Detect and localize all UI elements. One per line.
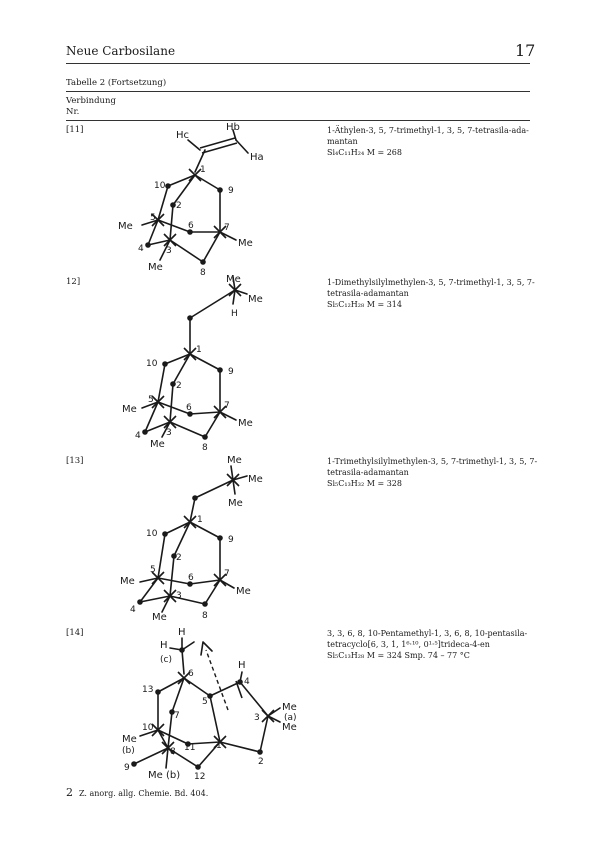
label-ha: Ha [250,152,264,163]
label-me3: Me [150,439,165,450]
label-me-top: Me [226,274,241,285]
label-me5: Me [122,404,137,415]
entry-number-13: [13] [66,456,84,466]
table-caption: Tabelle 2 (Fortsetzung) [66,78,167,88]
label-h-vinyl: H [238,660,246,671]
compound-name-line: 1-Trimethylsilylmethylen-3, 5, 7-trimethyl-1, 3, 5, 7- [327,457,538,466]
label-c2: 2 [176,381,182,391]
structure-11 [100,120,300,280]
compound-name-line: tetracyclo[6, 3, 1, 1⁶·¹⁰, 0¹·⁵]trideca-4-en [327,640,490,649]
compound-name-line: tetrasila-adamantan [327,468,409,477]
label-me7: Me [236,586,251,597]
label-c1: 1 [216,741,222,751]
column-head-line-1: Verbindung [66,96,116,106]
label-c9: 9 [124,763,130,773]
label-c4: 4 [130,605,136,615]
label-c9: 9 [228,535,234,545]
label-c7: 7 [224,223,230,233]
label-c3: 3 [254,713,260,723]
entry-description-13 [327,456,537,489]
label-c5: 5 [150,565,156,575]
label-c7: 7 [224,401,230,411]
structure-13 [100,452,300,624]
column-head [66,96,116,118]
label-h-ch2: H [178,627,186,638]
column-head-line-2: Nr. [66,107,80,117]
label-h: H [231,309,238,319]
label-me3b: Me [282,722,297,733]
label-me3a-tag: (a) [284,713,297,723]
label-me3: Me [152,612,167,623]
label-c5: 5 [202,697,208,707]
label-c3: 3 [166,246,172,256]
label-c2: 2 [258,757,264,767]
label-me8: Me (b) [148,770,181,781]
label-me-top: Me [227,455,242,466]
page-number: 17 [515,41,536,60]
entry-number-12: 12] [66,277,81,287]
entry-description-14 [327,628,537,661]
structure-14 [100,622,310,782]
label-me-right: Me [248,294,263,305]
label-c1: 1 [196,345,202,355]
compound-formula: Si₅C₁₂H₂₈ M = 314 [327,300,402,309]
label-c8: 8 [200,268,206,278]
label-me10-tag: (b) [122,746,135,756]
label-c10: 10 [142,723,154,733]
entry-description-11 [327,125,537,158]
label-me7: Me [238,238,253,249]
label-c6: 6 [188,669,194,679]
structure-12 [100,272,300,452]
label-me7: Me [238,418,253,429]
footnote [66,786,208,799]
label-c5: 5 [150,213,156,223]
compound-formula: Si₅C₁₃H₂₈ M = 324 Smp. 74 – 77 °C [327,651,470,660]
compound-name-line: mantan [327,137,358,146]
label-c1: 1 [197,515,203,525]
label-c6: 6 [188,573,194,583]
label-me10: Me [122,734,137,745]
label-c7: 7 [174,711,180,721]
label-me5: Me [118,221,133,232]
label-c2: 2 [176,201,182,211]
label-c8: 8 [170,747,176,757]
label-me-bottom: Me [228,498,243,509]
label-c9: 9 [228,367,234,377]
label-c-tag: (c) [160,655,172,665]
compound-formula: Si₅C₁₃H₃₂ M = 328 [327,479,402,488]
compound-name-line: 1-Dimethylsilylmethylen-3, 5, 7-trimethyl-1, 3, 5, 7- [327,278,535,287]
footnote-text: Z. anorg. allg. Chemie. Bd. 404. [79,789,209,798]
label-h-left: H [160,640,168,651]
label-c1: 1 [200,165,206,175]
header-rule [66,63,530,64]
entry-description-12 [327,277,537,310]
label-c8: 8 [202,611,208,621]
label-c13: 13 [142,685,154,695]
label-c10: 10 [146,359,158,369]
compound-formula: Si₄C₁₁H₂₄ M = 268 [327,148,402,157]
running-header-title: Neue Carbosilane [66,44,176,58]
label-c6: 6 [186,403,192,413]
label-me-right: Me [248,474,263,485]
label-hc: Hc [176,130,190,141]
label-c10: 10 [146,529,158,539]
label-c6: 6 [188,221,194,231]
entry-number-14: [14] [66,628,84,638]
compound-name-line: 1-Äthylen-3, 5, 7-trimethyl-1, 3, 5, 7-tetrasila-ada- [327,126,529,135]
label-hb: Hb [226,122,240,133]
label-c2: 2 [176,553,182,563]
compound-name-line: tetrasila-adamantan [327,289,409,298]
label-me3a: Me [282,702,297,713]
label-c4: 4 [135,431,141,441]
label-c3: 3 [166,428,172,438]
footnote-mark: 2 [66,786,73,799]
label-c11: 11 [184,743,196,753]
label-c4: 4 [244,677,250,687]
label-c8: 8 [202,443,208,453]
label-c9: 9 [228,186,234,196]
label-c12: 12 [194,772,206,782]
label-me5: Me [120,576,135,587]
compound-name-line: 3, 3, 6, 8, 10-Pentamethyl-1, 3, 6, 8, 10-pentasila- [327,629,528,638]
label-c4: 4 [138,244,144,254]
label-me3: Me [148,262,163,273]
table-top-rule [66,91,530,92]
label-c5: 5 [148,395,154,405]
label-c10: 10 [154,181,166,191]
entry-number-11: [11] [66,125,84,135]
label-c7: 7 [224,569,230,579]
label-c3: 3 [176,591,182,601]
